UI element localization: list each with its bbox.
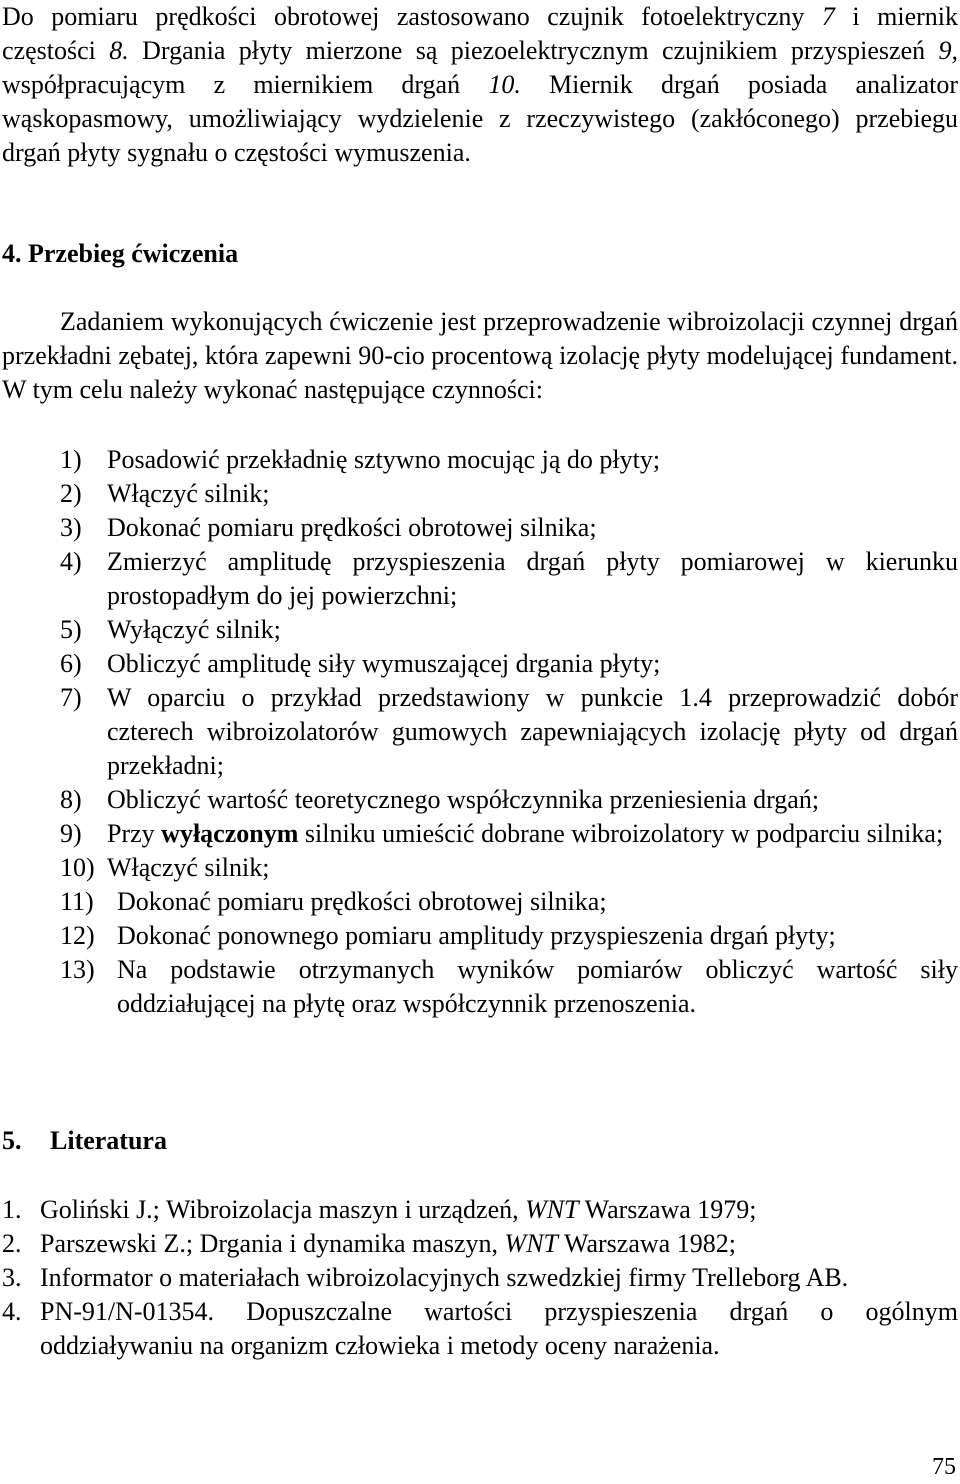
- item-number: 8): [60, 785, 82, 814]
- ref-number: 10.: [488, 70, 521, 99]
- list-item: [0, 851, 958, 885]
- section-number: 5.: [2, 1126, 22, 1155]
- reference-number: 2.: [2, 1229, 22, 1258]
- section-title: Literatura: [50, 1126, 167, 1155]
- list-item: [0, 443, 958, 477]
- ref-number: 7: [821, 2, 835, 31]
- emphasis-text: wyłączonym: [161, 819, 299, 848]
- list-item: [0, 681, 958, 783]
- ref-number: 9,: [938, 36, 959, 65]
- intro-text: Do pomiaru prędkości obrotowej zastosowano czujnik fotoelektryczny: [2, 2, 822, 31]
- item-number: 10): [60, 853, 95, 882]
- list-item: [0, 919, 958, 953]
- section-5-heading: [2, 1124, 167, 1158]
- reference-number: 3.: [2, 1263, 22, 1292]
- item-text: silniku umieścić dobrane wibroizolatory w podparciu silnika;: [298, 819, 944, 848]
- intro-text: i miernik częstości: [2, 2, 959, 65]
- item-number: 3): [60, 513, 82, 542]
- item-text: Dokonać pomiaru prędkości obrotowej silnika;: [117, 887, 607, 916]
- reference-text: Warszawa 1979;: [578, 1195, 757, 1224]
- literature-list: [0, 1193, 960, 1363]
- list-item: [0, 477, 958, 511]
- list-item: [0, 647, 958, 681]
- intro-paragraph: [2, 0, 958, 170]
- item-text: Obliczyć wartość teoretycznego współczynnika przeniesienia drgań;: [107, 785, 820, 814]
- reference-item: [0, 1193, 958, 1227]
- section-4-heading: 4. Przebieg ćwiczenia: [2, 239, 239, 268]
- publisher-text: WNT: [525, 1195, 579, 1224]
- item-number: 6): [60, 649, 82, 678]
- item-text: Włączyć silnik;: [107, 853, 270, 882]
- item-number: 1): [60, 445, 82, 474]
- reference-text: Parszewski Z.; Drgania i dynamika maszyn,: [40, 1229, 505, 1258]
- reference-item: [0, 1261, 958, 1295]
- item-text: Posadowić przekładnię sztywno mocując ją do płyty;: [107, 445, 661, 474]
- item-text: Przy: [107, 819, 162, 848]
- item-text: W oparciu o przykład przedstawiony w punkcie 1.4 przeprowadzić dobór czterech wibroizolatorów gumowych zapewniających izolację płyty od drgań przekładni;: [107, 683, 958, 780]
- item-number: 12): [60, 921, 95, 950]
- item-text: Zmierzyć amplitudę przyspieszenia drgań płyty pomiarowej w kierunku prostopadłym do jej powierzchni;: [107, 547, 958, 610]
- item-text: Dokonać ponownego pomiaru amplitudy przyspieszenia drgań płyty;: [117, 921, 836, 950]
- page-number: 75: [932, 1454, 956, 1480]
- item-text: Wyłączyć silnik;: [107, 615, 281, 644]
- reference-text: PN-91/N-01354. Dopuszczalne wartości przyspieszenia drgań o ogólnym oddziaływaniu na organizm człowieka i metody oceny narażenia.: [40, 1297, 958, 1360]
- item-number: 2): [60, 479, 82, 508]
- intro-text: współpracującym z miernikiem drgań: [2, 70, 489, 99]
- list-item: [0, 511, 958, 545]
- reference-number: 1.: [2, 1195, 22, 1224]
- item-number: 5): [60, 615, 82, 644]
- item-text: Włączyć silnik;: [107, 479, 270, 508]
- item-text: Na podstawie otrzymanych wyników pomiarów obliczyć wartość siły oddziałującej na płytę oraz współczynnik przenoszenia.: [117, 955, 958, 1018]
- item-number: 13): [60, 955, 95, 984]
- item-number: 4): [60, 547, 82, 576]
- reference-text: Informator o materiałach wibroizolacyjnych szwedzkiej firmy Trelleborg AB.: [40, 1263, 849, 1292]
- item-text: Obliczyć amplitudę siły wymuszającej drgania płyty;: [107, 649, 661, 678]
- list-item: [0, 613, 958, 647]
- intro-text: Miernik drgań posiada analizator wąskopasmowy, umożliwiający wydzielenie z rzeczywistego (zakłóconego) przebiegu drgań płyty sygnału o częstości wymuszenia.: [2, 70, 959, 167]
- reference-item: [0, 1295, 958, 1363]
- publisher-text: WNT: [504, 1229, 558, 1258]
- reference-text: Goliński J.; Wibroizolacja maszyn i urządzeń,: [40, 1195, 526, 1224]
- ref-number: 8.: [109, 36, 129, 65]
- list-item: [0, 817, 958, 851]
- list-item: [0, 885, 958, 919]
- item-number: 7): [60, 683, 82, 712]
- list-item: [0, 953, 958, 1021]
- intro-text: Drgania płyty mierzone są piezoelektrycznym czujnikiem przyspieszeń: [128, 36, 939, 65]
- reference-text: Warszawa 1982;: [558, 1229, 736, 1258]
- item-text: Dokonać pomiaru prędkości obrotowej silnika;: [107, 513, 597, 542]
- item-number: 11): [60, 887, 94, 916]
- item-number: 9): [60, 819, 82, 848]
- section-4-intro: Zadaniem wykonujących ćwiczenie jest przeprowadzenie wibroizolacji czynnej drgań przekładni zębatej, która zapewni 90-cio procentową izolację płyty modelującej fundament. W tym celu należy wykonać następujące czynności:: [2, 307, 958, 404]
- list-item: [0, 545, 958, 613]
- list-item: [0, 783, 958, 817]
- reference-number: 4.: [2, 1297, 22, 1326]
- task-list: [0, 443, 960, 1021]
- reference-item: [0, 1227, 958, 1261]
